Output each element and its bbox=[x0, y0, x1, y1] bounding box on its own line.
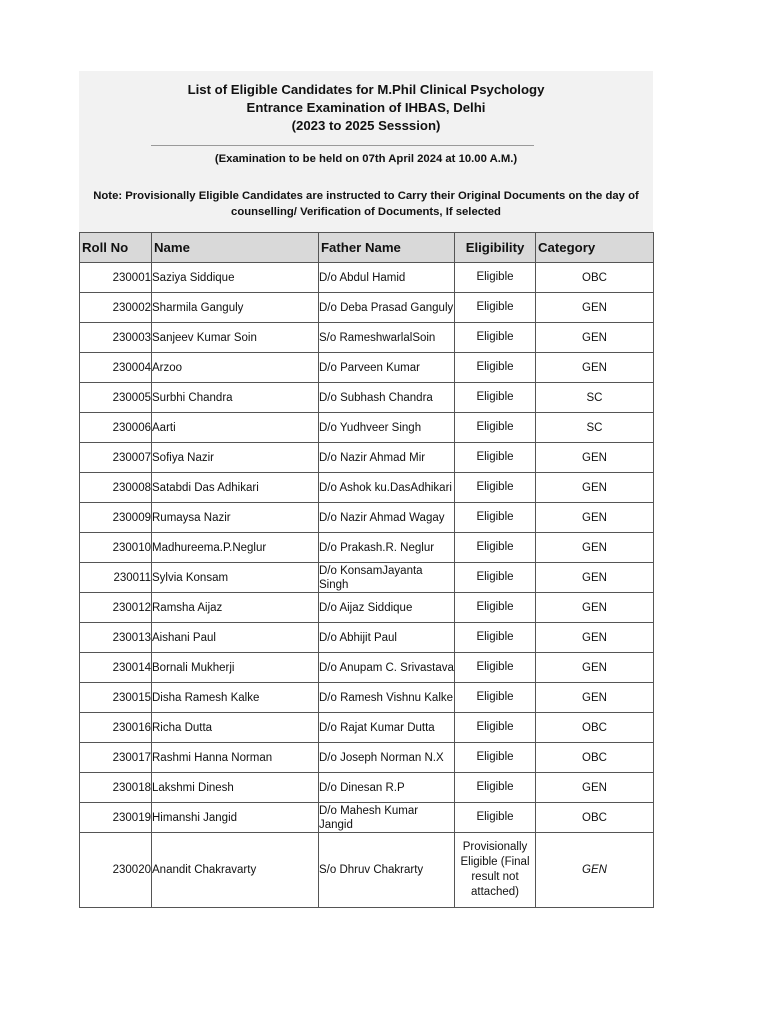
father-name-cell: D/o Parveen Kumar bbox=[319, 353, 455, 383]
category-cell: OBC bbox=[536, 263, 654, 293]
father-name-cell: D/o Aijaz Siddique bbox=[319, 593, 455, 623]
name-cell: Sharmila Ganguly bbox=[152, 293, 319, 323]
name-cell: Sanjeev Kumar Soin bbox=[152, 323, 319, 353]
table-row bbox=[80, 413, 654, 443]
name-cell: Ramsha Aijaz bbox=[152, 593, 319, 623]
table-row bbox=[80, 743, 654, 773]
father-name-cell: D/o Mahesh Kumar Jangid bbox=[319, 803, 455, 833]
eligibility-cell: Eligible bbox=[455, 293, 536, 323]
table-row bbox=[80, 533, 654, 563]
table-row bbox=[80, 443, 654, 473]
name-cell: Aishani Paul bbox=[152, 623, 319, 653]
roll-no-cell: 230008 bbox=[80, 473, 152, 503]
roll-no-cell: 230017 bbox=[80, 743, 152, 773]
father-name-cell: D/o Subhash Chandra bbox=[319, 383, 455, 413]
eligibility-cell: Eligible bbox=[455, 383, 536, 413]
father-name-cell: D/o Yudhveer Singh bbox=[319, 413, 455, 443]
father-name-cell: D/o Ramesh Vishnu Kalke bbox=[319, 683, 455, 713]
table-row bbox=[80, 383, 654, 413]
roll-no-cell: 230016 bbox=[80, 713, 152, 743]
category-cell: SC bbox=[536, 413, 654, 443]
father-name-cell: D/o Joseph Norman N.X bbox=[319, 743, 455, 773]
table-row bbox=[80, 803, 654, 833]
roll-no-cell: 230009 bbox=[80, 503, 152, 533]
father-name-cell: D/o Anupam C. Srivastava bbox=[319, 653, 455, 683]
eligibility-cell: Eligible bbox=[455, 623, 536, 653]
father-name-cell: D/o Rajat Kumar Dutta bbox=[319, 713, 455, 743]
father-name-cell: D/o Prakash.R. Neglur bbox=[319, 533, 455, 563]
name-cell: Sylvia Konsam bbox=[152, 563, 319, 593]
roll-no-cell: 230013 bbox=[80, 623, 152, 653]
eligibility-cell: Eligible bbox=[455, 473, 536, 503]
roll-no-cell: 230014 bbox=[80, 653, 152, 683]
roll-no-cell: 230018 bbox=[80, 773, 152, 803]
category-cell: GEN bbox=[536, 473, 654, 503]
category-cell: GEN bbox=[536, 773, 654, 803]
eligibility-cell: Eligible bbox=[455, 773, 536, 803]
eligibility-cell: Provisionally Eligible (Final result not attached) bbox=[455, 833, 536, 908]
category-cell: GEN bbox=[536, 503, 654, 533]
father-name-cell: D/o Abdul Hamid bbox=[319, 263, 455, 293]
roll-no-cell: 230011 bbox=[80, 563, 152, 593]
eligibility-cell: Eligible bbox=[455, 503, 536, 533]
eligibility-cell: Eligible bbox=[455, 413, 536, 443]
roll-no-cell: 230002 bbox=[80, 293, 152, 323]
roll-no-cell: 230020 bbox=[80, 833, 152, 908]
roll-no-cell: 230007 bbox=[80, 443, 152, 473]
eligibility-cell: Eligible bbox=[455, 353, 536, 383]
category-cell: GEN bbox=[536, 323, 654, 353]
roll-no-cell: 230015 bbox=[80, 683, 152, 713]
category-cell: GEN bbox=[536, 353, 654, 383]
roll-no-cell: 230010 bbox=[80, 533, 152, 563]
table-row bbox=[80, 683, 654, 713]
eligibility-cell: Eligible bbox=[455, 803, 536, 833]
col-eligibility: Eligibility bbox=[455, 233, 536, 263]
name-cell: Satabdi Das Adhikari bbox=[152, 473, 319, 503]
eligibility-cell: Eligible bbox=[455, 713, 536, 743]
category-cell: GEN bbox=[536, 293, 654, 323]
title-line-3: (2023 to 2025 Sesssion) bbox=[291, 118, 441, 133]
col-name: Name bbox=[152, 233, 319, 263]
category-cell: GEN bbox=[536, 533, 654, 563]
father-name-cell: D/o Nazir Ahmad Mir bbox=[319, 443, 455, 473]
roll-no-cell: 230019 bbox=[80, 803, 152, 833]
roll-no-cell: 230003 bbox=[80, 323, 152, 353]
father-name-cell: D/o KonsamJayanta Singh bbox=[319, 563, 455, 593]
category-cell: GEN bbox=[536, 833, 654, 908]
eligibility-cell: Eligible bbox=[455, 743, 536, 773]
category-cell: GEN bbox=[536, 653, 654, 683]
table-row bbox=[80, 563, 654, 593]
category-cell: GEN bbox=[536, 443, 654, 473]
father-name-cell: D/o Dinesan R.P bbox=[319, 773, 455, 803]
table-row bbox=[80, 593, 654, 623]
roll-no-cell: 230012 bbox=[80, 593, 152, 623]
eligibility-cell: Eligible bbox=[455, 653, 536, 683]
table-row bbox=[80, 353, 654, 383]
name-cell: Anandit Chakravarty bbox=[152, 833, 319, 908]
name-cell: Himanshi Jangid bbox=[152, 803, 319, 833]
name-cell: Bornali Mukherji bbox=[152, 653, 319, 683]
table-row bbox=[80, 773, 654, 803]
eligibility-cell: Eligible bbox=[455, 263, 536, 293]
table-row bbox=[80, 323, 654, 353]
name-cell: Disha Ramesh Kalke bbox=[152, 683, 319, 713]
category-cell: OBC bbox=[536, 713, 654, 743]
roll-no-cell: 230004 bbox=[80, 353, 152, 383]
roll-no-cell: 230001 bbox=[80, 263, 152, 293]
name-cell: Richa Dutta bbox=[152, 713, 319, 743]
table-row bbox=[80, 263, 654, 293]
roll-no-cell: 230006 bbox=[80, 413, 152, 443]
eligibility-cell: Eligible bbox=[455, 323, 536, 353]
eligibility-cell: Eligible bbox=[455, 683, 536, 713]
name-cell: Sofiya Nazir bbox=[152, 443, 319, 473]
eligibility-cell: Eligible bbox=[455, 593, 536, 623]
table-row bbox=[80, 713, 654, 743]
documents-note: Note: Provisionally Eligible Candidates are instructed to Carry their Original Documents on the day of counselling/ Verification of Documents, If selected bbox=[93, 190, 639, 218]
category-cell: GEN bbox=[536, 593, 654, 623]
name-cell: Aarti bbox=[152, 413, 319, 443]
father-name-cell: D/o Nazir Ahmad Wagay bbox=[319, 503, 455, 533]
father-name-cell: S/o Dhruv Chakrarty bbox=[319, 833, 455, 908]
name-cell: Lakshmi Dinesh bbox=[152, 773, 319, 803]
eligibility-cell: Eligible bbox=[455, 533, 536, 563]
name-cell: Surbhi Chandra bbox=[152, 383, 319, 413]
roll-no-cell: 230005 bbox=[80, 383, 152, 413]
category-cell: GEN bbox=[536, 563, 654, 593]
father-name-cell: D/o Deba Prasad Ganguly bbox=[319, 293, 455, 323]
table-row bbox=[80, 833, 654, 908]
table-row bbox=[80, 293, 654, 323]
name-cell: Rumaysa Nazir bbox=[152, 503, 319, 533]
table-row bbox=[80, 503, 654, 533]
category-cell: OBC bbox=[536, 743, 654, 773]
eligibility-cell: Eligible bbox=[455, 443, 536, 473]
name-cell: Arzoo bbox=[152, 353, 319, 383]
col-category: Category bbox=[536, 233, 654, 263]
category-cell: GEN bbox=[536, 623, 654, 653]
table-row bbox=[80, 623, 654, 653]
category-cell: SC bbox=[536, 383, 654, 413]
col-roll-no: Roll No bbox=[80, 233, 152, 263]
col-father-name: Father Name bbox=[319, 233, 455, 263]
category-cell: GEN bbox=[536, 683, 654, 713]
document-header bbox=[79, 71, 653, 232]
candidates-table bbox=[79, 232, 654, 908]
title-line-2: Entrance Examination of IHBAS, Delhi bbox=[246, 100, 486, 115]
eligibility-cell: Eligible bbox=[455, 563, 536, 593]
table-header-row bbox=[80, 233, 654, 263]
name-cell: Rashmi Hanna Norman bbox=[152, 743, 319, 773]
table-row bbox=[80, 653, 654, 683]
header-divider bbox=[151, 145, 534, 146]
father-name-cell: D/o Ashok ku.DasAdhikari bbox=[319, 473, 455, 503]
table-row bbox=[80, 473, 654, 503]
name-cell: Saziya Siddique bbox=[152, 263, 319, 293]
father-name-cell: S/o RameshwarlalSoin bbox=[319, 323, 455, 353]
exam-schedule-note: (Examination to be held on 07th April 2024 at 10.00 A.M.) bbox=[214, 153, 518, 165]
name-cell: Madhureema.P.Neglur bbox=[152, 533, 319, 563]
father-name-cell: D/o Abhijit Paul bbox=[319, 623, 455, 653]
title-line-1: List of Eligible Candidates for M.Phil Clinical Psychology bbox=[187, 82, 545, 97]
category-cell: OBC bbox=[536, 803, 654, 833]
